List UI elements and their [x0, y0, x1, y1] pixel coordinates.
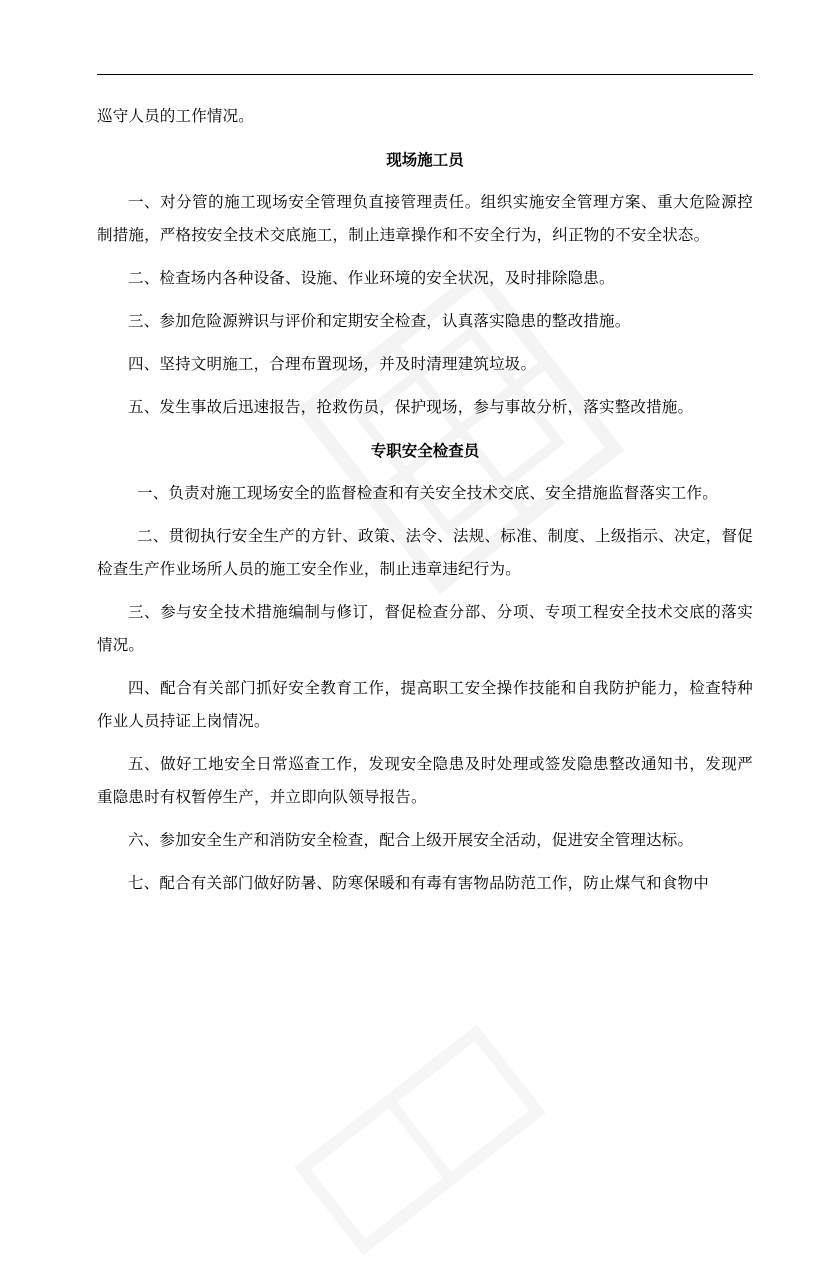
- paragraph: 四、配合有关部门抓好安全教育工作，提高职工安全操作技能和自我防护能力，检查特种作业人员持证上岗情况。: [97, 679, 753, 730]
- paragraph: 二、检查场内各种设备、设施、作业环境的安全状况，及时排除隐患。: [128, 269, 615, 287]
- document-body: [97, 100, 753, 910]
- section-title: 现场施工员: [386, 150, 464, 169]
- watermark-logo-bottom: [288, 1019, 551, 1261]
- paragraph: 二、贯彻执行安全生产的方针、政策、法令、法规、标准、制度、上级指示、决定，督促检查生产作业场所人员的施工安全作业，制止违章违纪行为。: [97, 527, 753, 578]
- paragraph: 五、发生事故后迅速报告，抢救伤员，保护现场，参与事故分析，落实整改措施。: [128, 398, 694, 416]
- paragraph: 七、配合有关部门做好防暑、防寒保暖和有毒有害物品防范工作，防止煤气和食物中: [128, 874, 709, 892]
- paragraph: 三、参与安全技术措施编制与修订，督促检查分部、分项、专项工程安全技术交底的落实情况。: [97, 603, 753, 654]
- section-title: 专职安全检查员: [370, 441, 480, 460]
- intro-line: 巡守人员的工作情况。: [97, 107, 255, 125]
- paragraph: 一、负责对施工现场安全的监督检查和有关安全技术交底、安全措施监督落实工作。: [137, 484, 718, 502]
- paragraph: 四、坚持文明施工，合理布置现场，并及时清理建筑垃圾。: [128, 355, 537, 373]
- paragraph: 一、对分管的施工现场安全管理负直接管理责任。组织实施安全管理方案、重大危险源控制措施，严格按安全技术交底施工，制止违章操作和不安全行为，纠正物的不安全状态。: [97, 193, 753, 244]
- paragraph: 五、做好工地安全日常巡查工作，发现安全隐患及时处理或签发隐患整改通知书，发现严重隐患时有权暂停生产，并立即向队领导报告。: [97, 755, 753, 806]
- paragraph: 六、参加安全生产和消防安全检查，配合上级开展安全活动，促进安全管理达标。: [128, 831, 694, 849]
- paragraph: 三、参加危险源辨识与评价和定期安全检查，认真落实隐患的整改措施。: [128, 312, 631, 330]
- header-rule: [97, 74, 753, 75]
